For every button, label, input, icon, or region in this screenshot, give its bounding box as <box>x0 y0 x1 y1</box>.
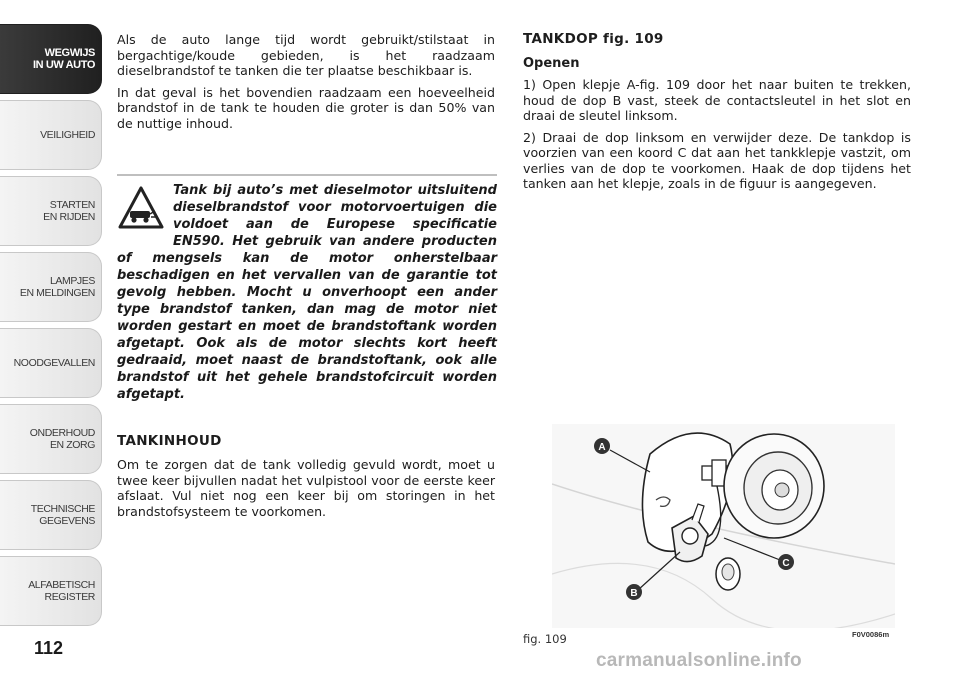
warning-text: Tank bij auto’s met dieselmotor uitsluitend dieselbrandstof voor motorvoertuigen die voldoet aan de Europese specificatie EN590. Het gebruik van andere producten of mengsels kan de motor onherstelbaar beschadigen en het vervallen van de garantie tot gevolg hebben. Mocht u onverhoopt een ander type brandstof tanken, dan mag de motor niet worden gestart en moet de brandstoftank worden afgetapt. Ook als de motor slechts kort heeft gedraaid, moet naast de brandstoftank, ook alle brandstof uit het gehele brandstofcircuit worden afgetapt. <box>117 183 497 402</box>
tankinhoud-text: Om te zorgen dat de tank volledig gevuld wordt, moet u twee keer bijvullen nadat het vulpistool voor de eerste keer afslaat. Vul niet nog een keer bij om storingen in het brandstofsysteem te voorkomen. <box>117 457 495 519</box>
tab-technische[interactable]: TECHNISCHE GEGEVENS <box>0 480 102 550</box>
warning-triangle-icon <box>117 184 165 232</box>
step-1: 1) Open klepje A-fig. 109 door het naar buiten te trekken, houd de dop B vast, steek de contactsleutel in het slot en draai de sleutel linksom. <box>523 77 911 123</box>
page-number: 112 <box>34 638 64 658</box>
openen-subheading: Openen <box>523 55 580 71</box>
left-column <box>117 32 495 137</box>
figure-caption: fig. 109 <box>523 632 567 646</box>
warning-block <box>117 182 497 403</box>
tab-starten[interactable]: STARTEN EN RIJDEN <box>0 176 102 246</box>
section-divider <box>117 174 497 176</box>
watermark: carmanualsonline.info <box>596 650 802 671</box>
figure-109 <box>552 424 895 628</box>
tab-lampjes[interactable]: LAMPJES EN MELDINGEN <box>0 252 102 322</box>
tab-wegwijs[interactable]: WEGWIJS IN UW AUTO <box>0 24 102 94</box>
step-2: 2) Draai de dop linksom en verwijder deze. De tankdop is voorzien van een koord C dat aan het tankklepje vastzit, om verlies van de dop te voorkomen. Haak de dop tijdens het tanken aan het klepje, zoals in de figuur is aangegeven. <box>523 129 911 191</box>
paragraph-tank-level: In dat geval is het bovendien raadzaam een hoeveelheid brandstof in de tank te houden die groter is dan 50% van de nuttige inhoud. <box>117 84 495 131</box>
callout-b: B <box>630 588 638 599</box>
callout-a: A <box>598 442 606 453</box>
tab-noodgevallen[interactable]: NOODGEVALLEN <box>0 328 102 398</box>
right-column <box>523 32 911 198</box>
figure-code: F0V0086m <box>852 630 890 639</box>
tab-veiligheid[interactable]: VEILIGHEID <box>0 100 102 170</box>
tab-register[interactable]: ALFABETISCH REGISTER <box>0 556 102 626</box>
tankinhoud-heading: TANKINHOUD <box>117 433 222 449</box>
callout-c: C <box>782 558 790 569</box>
tab-onderhoud[interactable]: ONDERHOUD EN ZORG <box>0 404 102 474</box>
paragraph-mountain: Als de auto lange tijd wordt gebruikt/stilstaat in bergachtige/koude gebieden, is het raadzaam dieselbrandstof te tanken die ter plaatse beschikbaar is. <box>117 32 495 78</box>
fuel-cap-illustration <box>552 424 895 628</box>
tankdop-heading: TANKDOP fig. 109 <box>523 31 664 47</box>
